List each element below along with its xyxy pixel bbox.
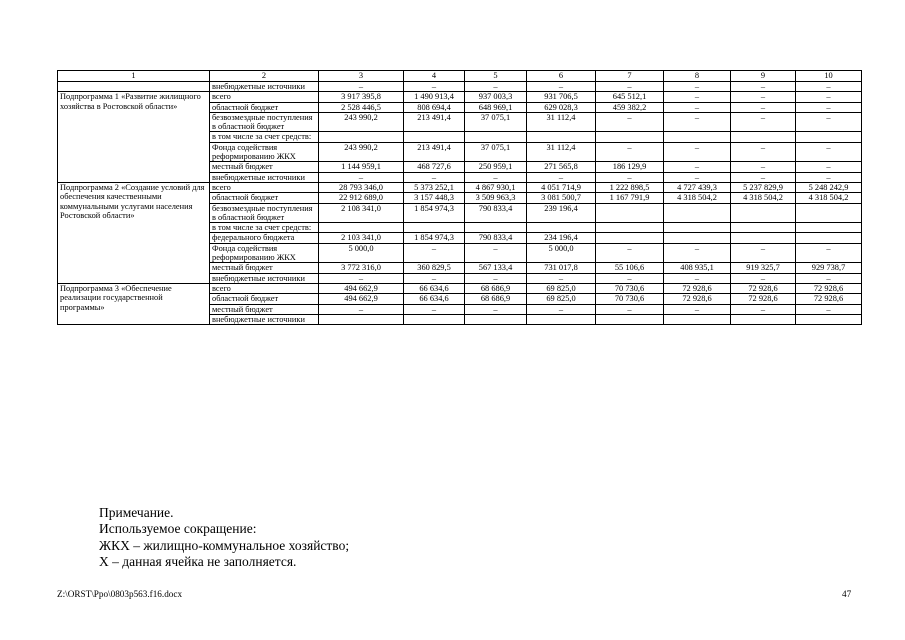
amount-cell: – — [731, 273, 796, 283]
amount-cell: 4 318 504,2 — [664, 193, 731, 203]
amount-cell: 5 248 242,9 — [796, 182, 862, 192]
note-x-cell: Х – данная ячейка не заполняется. — [99, 554, 297, 570]
amount-cell: 1 854 974,3 — [404, 203, 465, 223]
page-number: 47 — [842, 589, 852, 599]
amount-cell: 2 528 446,5 — [319, 102, 404, 112]
amount-cell: 459 382,2 — [596, 102, 664, 112]
amount-cell: 408 935,1 — [664, 263, 731, 273]
amount-cell — [664, 203, 731, 223]
amount-cell — [319, 223, 404, 233]
amount-cell: 72 928,6 — [664, 294, 731, 304]
amount-cell: – — [664, 162, 731, 172]
amount-cell: 4 318 504,2 — [731, 193, 796, 203]
amount-cell: – — [796, 172, 862, 182]
amount-cell: – — [596, 112, 664, 132]
amount-cell: 66 634,6 — [404, 283, 465, 293]
amount-cell — [465, 314, 527, 324]
subprogram-name: Подпрограмма 3 «Обеспечение реализации государственной программы» — [58, 283, 210, 324]
amount-cell: 250 959,1 — [465, 162, 527, 172]
amount-cell: 937 003,3 — [465, 92, 527, 102]
amount-cell: – — [664, 304, 731, 314]
amount-cell: 5 237 829,9 — [731, 182, 796, 192]
amount-cell — [664, 314, 731, 324]
funding-source-label: безвозмездные поступления в областной бюджет — [210, 112, 319, 132]
funding-source-label: безвозмездные поступления в областной бюджет — [210, 203, 319, 223]
amount-cell: 69 825,0 — [527, 283, 596, 293]
amount-cell: – — [796, 82, 862, 92]
amount-cell: 931 706,5 — [527, 92, 596, 102]
amount-cell: 808 694,4 — [404, 102, 465, 112]
funding-source-label: областной бюджет — [210, 294, 319, 304]
amount-cell: 1 490 913,4 — [404, 92, 465, 102]
amount-cell: 70 730,6 — [596, 294, 664, 304]
amount-cell — [796, 233, 862, 243]
amount-cell — [664, 233, 731, 243]
amount-cell: – — [465, 273, 527, 283]
amount-cell — [596, 132, 664, 142]
amount-cell — [731, 233, 796, 243]
amount-cell: – — [664, 273, 731, 283]
amount-cell: – — [731, 102, 796, 112]
amount-cell — [731, 132, 796, 142]
amount-cell: – — [796, 304, 862, 314]
amount-cell — [731, 314, 796, 324]
amount-cell: – — [796, 102, 862, 112]
funding-source-label: в том числе за счет средств: — [210, 223, 319, 233]
funding-source-label: внебюджетные источники — [210, 82, 319, 92]
funding-source-label: областной бюджет — [210, 102, 319, 112]
funding-source-label: Фонда содействия реформированию ЖКХ — [210, 142, 319, 162]
footer-file-path: Z:\ORST\Ppo\0803p563.f16.docx — [57, 589, 183, 599]
amount-cell: 4 867 930,1 — [465, 182, 527, 192]
amount-cell: 645 512,1 — [596, 92, 664, 102]
amount-cell: – — [596, 172, 664, 182]
amount-cell: 731 017,8 — [527, 263, 596, 273]
amount-cell: 72 928,6 — [731, 283, 796, 293]
column-header: 10 — [796, 71, 862, 82]
column-header: 9 — [731, 71, 796, 82]
amount-cell: – — [731, 142, 796, 162]
amount-cell: – — [527, 82, 596, 92]
amount-cell: – — [404, 304, 465, 314]
amount-cell: – — [404, 82, 465, 92]
amount-cell: 31 112,4 — [527, 112, 596, 132]
amount-cell: – — [319, 304, 404, 314]
funding-source-label: местный бюджет — [210, 304, 319, 314]
subprogram-name: Подпрограмма 2 «Создание условий для обеспечения качественными коммунальными услугами населения Ростовской области» — [58, 182, 210, 283]
amount-cell: 72 928,6 — [664, 283, 731, 293]
amount-cell: – — [796, 112, 862, 132]
column-header: 1 — [58, 71, 210, 82]
amount-cell: – — [796, 243, 862, 263]
amount-cell: 70 730,6 — [596, 283, 664, 293]
amount-cell: – — [731, 112, 796, 132]
amount-cell: 37 075,1 — [465, 112, 527, 132]
amount-cell: 494 662,9 — [319, 283, 404, 293]
amount-cell: 3 772 316,0 — [319, 263, 404, 273]
amount-cell: 243 990,2 — [319, 142, 404, 162]
amount-cell: – — [465, 243, 527, 263]
funding-source-label: местный бюджет — [210, 263, 319, 273]
amount-cell: 919 325,7 — [731, 263, 796, 273]
amount-cell — [404, 132, 465, 142]
budget-table — [57, 70, 862, 325]
amount-cell: – — [796, 162, 862, 172]
amount-cell: 2 108 341,0 — [319, 203, 404, 223]
amount-cell: – — [465, 172, 527, 182]
amount-cell: – — [731, 82, 796, 92]
amount-cell: 234 196,4 — [527, 233, 596, 243]
amount-cell: 22 912 689,0 — [319, 193, 404, 203]
amount-cell: 5 373 252,1 — [404, 182, 465, 192]
amount-cell: – — [404, 243, 465, 263]
amount-cell: – — [664, 142, 731, 162]
amount-cell: – — [404, 273, 465, 283]
amount-cell — [404, 223, 465, 233]
amount-cell: 3 509 963,3 — [465, 193, 527, 203]
amount-cell: 790 833,4 — [465, 233, 527, 243]
funding-source-label: внебюджетные источники — [210, 314, 319, 324]
note-abbreviation-heading: Используемое сокращение: — [99, 521, 257, 537]
amount-cell — [319, 132, 404, 142]
column-header: 5 — [465, 71, 527, 82]
amount-cell: 271 565,8 — [527, 162, 596, 172]
amount-cell — [404, 314, 465, 324]
column-header: 2 — [210, 71, 319, 82]
amount-cell: 239 196,4 — [527, 203, 596, 223]
amount-cell: – — [596, 243, 664, 263]
amount-cell: 360 829,5 — [404, 263, 465, 273]
amount-cell: 213 491,4 — [404, 142, 465, 162]
subprogram-name: Подпрограмма 1 «Развитие жилищного хозяйства в Ростовской области» — [58, 92, 210, 183]
amount-cell: 68 686,9 — [465, 294, 527, 304]
notes-block — [99, 505, 349, 571]
column-header: 6 — [527, 71, 596, 82]
amount-cell — [664, 223, 731, 233]
amount-cell: – — [796, 92, 862, 102]
amount-cell: – — [731, 172, 796, 182]
note-title: Примечание. — [99, 505, 174, 520]
amount-cell — [465, 132, 527, 142]
table-row — [58, 82, 862, 92]
column-header: 8 — [664, 71, 731, 82]
amount-cell: – — [404, 172, 465, 182]
funding-source-label: всего — [210, 92, 319, 102]
amount-cell — [465, 223, 527, 233]
funding-source-label: областной бюджет — [210, 193, 319, 203]
amount-cell: 213 491,4 — [404, 112, 465, 132]
amount-cell: 3 157 448,3 — [404, 193, 465, 203]
subprogram-name — [58, 82, 210, 92]
amount-cell: – — [596, 142, 664, 162]
amount-cell: 68 686,9 — [465, 283, 527, 293]
note-abbreviation-zhkh: ЖКХ – жилищно-коммунальное хозяйство; — [99, 537, 350, 553]
amount-cell: – — [465, 304, 527, 314]
amount-cell: 31 112,4 — [527, 142, 596, 162]
amount-cell: – — [596, 273, 664, 283]
amount-cell: 3 081 500,7 — [527, 193, 596, 203]
amount-cell: 186 129,9 — [596, 162, 664, 172]
amount-cell: – — [596, 304, 664, 314]
amount-cell: – — [796, 273, 862, 283]
amount-cell — [796, 223, 862, 233]
amount-cell: 66 634,6 — [404, 294, 465, 304]
amount-cell: 4 318 504,2 — [796, 193, 862, 203]
amount-cell: 494 662,9 — [319, 294, 404, 304]
amount-cell — [527, 223, 596, 233]
column-header: 3 — [319, 71, 404, 82]
amount-cell: 790 833,4 — [465, 203, 527, 223]
amount-cell: – — [319, 273, 404, 283]
amount-cell: – — [664, 82, 731, 92]
amount-cell: 629 028,3 — [527, 102, 596, 112]
funding-source-label: Фонда содействия реформированию ЖКХ — [210, 243, 319, 263]
amount-cell: – — [664, 172, 731, 182]
column-header: 4 — [404, 71, 465, 82]
amount-cell: – — [731, 304, 796, 314]
amount-cell: 69 825,0 — [527, 294, 596, 304]
funding-source-label: в том числе за счет средств: — [210, 132, 319, 142]
funding-source-label: всего — [210, 283, 319, 293]
amount-cell — [527, 132, 596, 142]
amount-cell: – — [664, 92, 731, 102]
amount-cell: 1 222 898,5 — [596, 182, 664, 192]
amount-cell: 5 000,0 — [527, 243, 596, 263]
table-row — [58, 283, 862, 293]
amount-cell: – — [731, 92, 796, 102]
amount-cell: – — [731, 243, 796, 263]
amount-cell: 567 133,4 — [465, 263, 527, 273]
amount-cell: 37 075,1 — [465, 142, 527, 162]
amount-cell — [596, 223, 664, 233]
amount-cell: – — [664, 102, 731, 112]
amount-cell: 55 106,6 — [596, 263, 664, 273]
amount-cell: – — [527, 172, 596, 182]
amount-cell: – — [596, 82, 664, 92]
amount-cell — [796, 203, 862, 223]
table-row — [58, 182, 862, 192]
amount-cell — [319, 314, 404, 324]
table-body — [58, 82, 862, 325]
amount-cell: 1 167 791,9 — [596, 193, 664, 203]
table-row — [58, 92, 862, 102]
amount-cell: – — [527, 273, 596, 283]
amount-cell: 648 969,1 — [465, 102, 527, 112]
funding-source-label: местный бюджет — [210, 162, 319, 172]
amount-cell — [527, 314, 596, 324]
amount-cell: – — [796, 142, 862, 162]
amount-cell: – — [664, 243, 731, 263]
amount-cell: 72 928,6 — [731, 294, 796, 304]
amount-cell: 5 000,0 — [319, 243, 404, 263]
amount-cell — [796, 314, 862, 324]
amount-cell: 2 103 341,0 — [319, 233, 404, 243]
amount-cell: – — [664, 112, 731, 132]
amount-cell: 4 727 439,3 — [664, 182, 731, 192]
funding-source-label: всего — [210, 182, 319, 192]
amount-cell: – — [319, 172, 404, 182]
amount-cell — [731, 223, 796, 233]
amount-cell — [731, 203, 796, 223]
amount-cell: 243 990,2 — [319, 112, 404, 132]
amount-cell — [596, 203, 664, 223]
amount-cell — [664, 132, 731, 142]
amount-cell: 929 738,7 — [796, 263, 862, 273]
funding-source-label: внебюджетные источники — [210, 273, 319, 283]
amount-cell: 72 928,6 — [796, 294, 862, 304]
funding-source-label: внебюджетные источники — [210, 172, 319, 182]
amount-cell: 4 051 714,9 — [527, 182, 596, 192]
amount-cell: 28 793 346,0 — [319, 182, 404, 192]
amount-cell — [596, 233, 664, 243]
amount-cell — [796, 132, 862, 142]
amount-cell: 1 144 959,1 — [319, 162, 404, 172]
amount-cell: 3 917 395,8 — [319, 92, 404, 102]
amount-cell: 468 727,6 — [404, 162, 465, 172]
funding-source-label: федерального бюджета — [210, 233, 319, 243]
amount-cell: 1 854 974,3 — [404, 233, 465, 243]
amount-cell: 72 928,6 — [796, 283, 862, 293]
amount-cell: – — [319, 82, 404, 92]
amount-cell: – — [731, 162, 796, 172]
amount-cell — [596, 314, 664, 324]
column-header: 7 — [596, 71, 664, 82]
table-header-row — [58, 71, 862, 82]
amount-cell: – — [465, 82, 527, 92]
amount-cell: – — [527, 304, 596, 314]
